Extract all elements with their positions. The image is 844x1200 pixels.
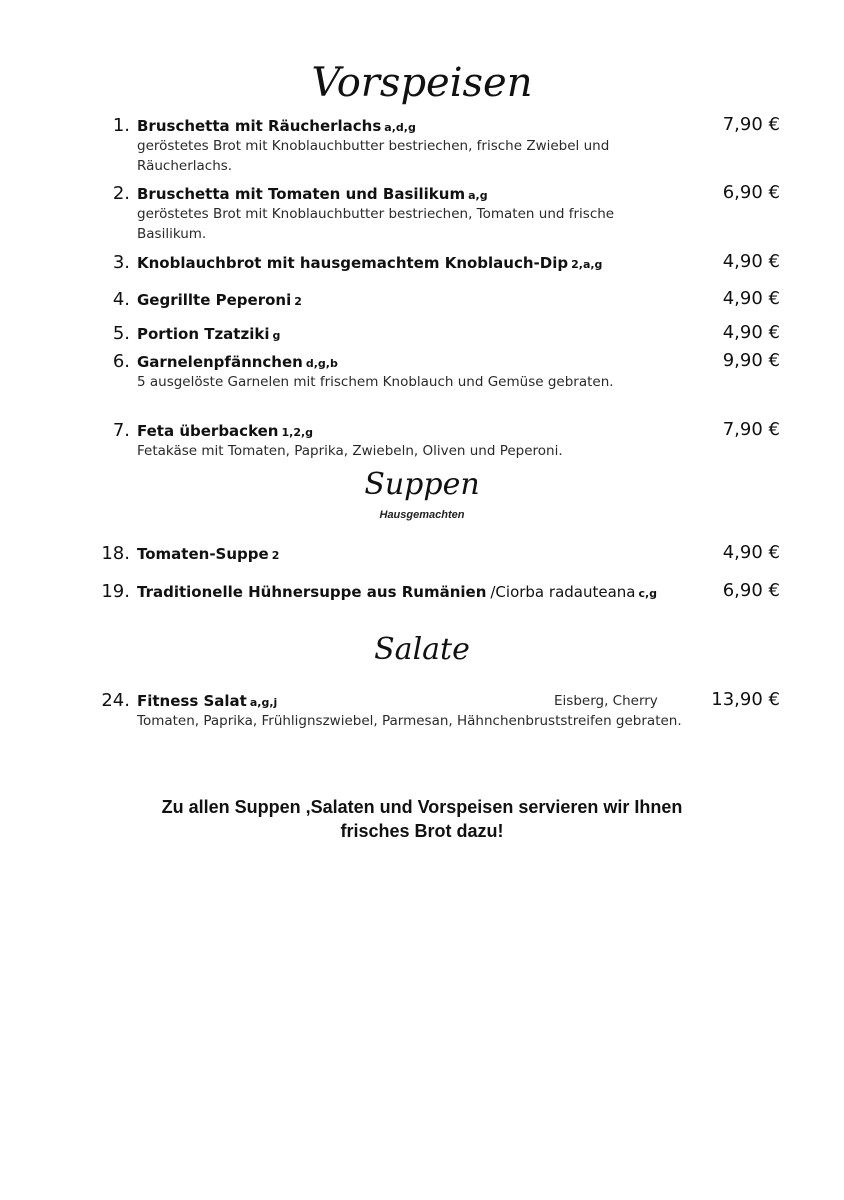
- item-description: geröstetes Brot mit Knoblauchbutter bestriechen, Tomaten und frische Basilikum.: [137, 206, 615, 242]
- bread-note: [0, 795, 844, 843]
- item-name: [137, 116, 416, 138]
- item-name-text: Knoblauchbrot mit hausgemachtem Knoblauch-Dip: [137, 254, 569, 272]
- item-name-text: Bruschetta mit Tomaten und Basilikum: [137, 185, 466, 203]
- item-name: [137, 290, 302, 312]
- bread-note-line-1: Zu allen Suppen ,Salaten und Vorspeisen servieren wir Ihnen: [161, 797, 683, 817]
- item-name: [137, 184, 488, 206]
- item-name-text: Bruschetta mit Räucherlachs: [137, 117, 382, 135]
- item-allergens: 2: [271, 549, 280, 562]
- item-allergens: a,g,j: [249, 696, 278, 709]
- item-allergens: a,d,g: [384, 121, 416, 134]
- item-price: 7,90 €: [722, 114, 780, 135]
- section-subtitle: Hausgemachten: [379, 509, 465, 521]
- item-price: 13,90 €: [711, 689, 780, 710]
- item-name-text: Garnelenpfännchen: [137, 353, 303, 371]
- item-price: 4,90 €: [722, 288, 780, 309]
- item-description: Fetakäse mit Tomaten, Paprika, Zwiebeln, Oliven und Peperoni.: [137, 443, 563, 459]
- item-price: 6,90 €: [722, 182, 780, 203]
- item-name: [137, 324, 280, 346]
- item-number: 3.: [112, 252, 130, 273]
- item-allergens: d,g,b: [305, 357, 338, 370]
- item-name: [137, 691, 277, 713]
- item-name-text: Tomaten-Suppe: [137, 545, 269, 563]
- item-description: 5 ausgelöste Garnelen mit frischem Knoblauch und Gemüse gebraten.: [137, 374, 614, 390]
- item-number: 24.: [101, 690, 130, 711]
- item-allergens: 2,a,g: [571, 258, 603, 271]
- item-name: [137, 544, 279, 566]
- item-allergens: c,g: [638, 587, 658, 600]
- item-name: [137, 253, 602, 275]
- item-number: 5.: [112, 323, 130, 344]
- item-number: 18.: [101, 543, 130, 564]
- item-description: Tomaten, Paprika, Frühlignszwiebel, Parmesan, Hähnchenbruststreifen gebraten.: [137, 713, 682, 729]
- section-title-vorspeisen: Vorspeisen: [311, 60, 533, 106]
- item-price: 4,90 €: [722, 322, 780, 343]
- item-number: 1.: [112, 115, 130, 136]
- bread-note-line-2: frisches Brot dazu!: [340, 821, 504, 841]
- item-price: 7,90 €: [722, 419, 780, 440]
- item-price: 6,90 €: [722, 580, 780, 601]
- item-name-text: Gegrillte Peperoni: [137, 291, 292, 309]
- item-allergens: 1,2,g: [281, 426, 314, 439]
- section-title-salate: Salate: [374, 632, 470, 667]
- item-name: [137, 352, 338, 374]
- item-side-note: Eisberg, Cherry: [554, 693, 658, 709]
- item-price: 4,90 €: [722, 542, 780, 563]
- item-name: [137, 421, 313, 443]
- item-description: geröstetes Brot mit Knoblauchbutter bestriechen, frische Zwiebel und Räucherlachs.: [137, 138, 610, 174]
- item-name-text: Fitness Salat: [137, 692, 247, 710]
- item-number: 2.: [112, 183, 130, 204]
- item-name: [137, 582, 657, 604]
- section-title-suppen: Suppen: [364, 467, 480, 502]
- item-allergens: g: [272, 329, 281, 342]
- item-name-text: Traditionelle Hühnersuppe aus Rumänien: [137, 583, 487, 601]
- item-allergens: 2: [294, 295, 302, 308]
- item-number: 4.: [112, 289, 130, 310]
- item-name-text: Feta überbacken: [137, 422, 279, 440]
- item-allergens: a,g: [468, 189, 488, 202]
- item-name-text: Portion Tzatziki: [137, 325, 270, 343]
- item-alt-name: /Ciorba radauteana: [490, 583, 636, 601]
- item-number: 6.: [112, 351, 130, 372]
- item-number: 7.: [112, 420, 130, 441]
- item-price: 4,90 €: [722, 251, 780, 272]
- item-price: 9,90 €: [722, 350, 780, 371]
- item-number: 19.: [101, 581, 130, 602]
